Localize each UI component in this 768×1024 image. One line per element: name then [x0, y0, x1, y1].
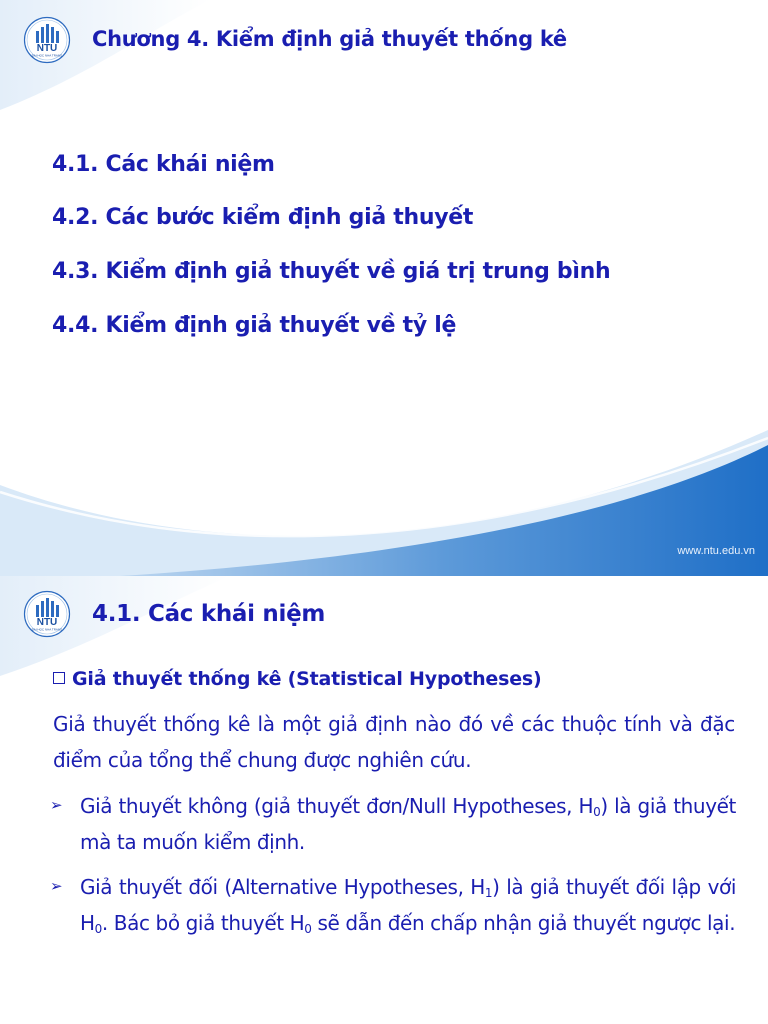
h0-subscript: 0 — [593, 805, 601, 819]
bullet1-text-b: ) là giả thuyết mà ta muốn kiểm định. — [80, 794, 736, 854]
svg-text:ĐẠI HỌC NHA TRANG: ĐẠI HỌC NHA TRANG — [31, 53, 63, 58]
arrow-bullet-icon: ➢ — [50, 877, 63, 895]
bullet2-text-b: ) là giả thuyết đối lập với H — [80, 875, 736, 935]
h0-subscript: 0 — [94, 922, 102, 936]
ntu-logo — [23, 590, 71, 638]
null-hypothesis-bullet — [80, 788, 736, 860]
ntu-logo — [23, 16, 71, 64]
definition-paragraph: Giả thuyết thống kê là một giả định nào đó về các thuộc tính và đặc điểm của tổng thể chung được nghiên cứu. — [53, 712, 735, 772]
statistical-hypotheses-heading — [53, 668, 541, 690]
toc-item-4-4: 4.4. Kiểm định giả thuyết về tỷ lệ — [52, 313, 457, 338]
toc-item-4-2: 4.2. Các bước kiểm định giả thuyết — [52, 205, 474, 230]
svg-text:NTU: NTU — [36, 43, 58, 54]
bullet2-text-c: . Bác bỏ giả thuyết H — [101, 911, 305, 935]
heading-text: Giả thuyết thống kê (Statistical Hypotheses) — [72, 668, 542, 690]
bullet2-text-d: sẽ dẫn đến chấp nhận giả thuyết ngược lại. — [311, 911, 736, 935]
svg-text:ĐẠI HỌC NHA TRANG: ĐẠI HỌC NHA TRANG — [31, 627, 63, 632]
chapter-title: Chương 4. Kiểm định giả thuyết thống kê — [92, 27, 567, 51]
h1-subscript: 1 — [484, 886, 493, 900]
bullet1-text-a: Giả thuyết không (giả thuyết đơn/Null Hypotheses, H — [80, 794, 594, 818]
bullet2-text-a: Giả thuyết đối (Alternative Hypotheses, H — [80, 875, 485, 899]
slide-concepts — [0, 576, 768, 1024]
toc-item-4-3: 4.3. Kiểm định giả thuyết về giá trị trung bình — [52, 259, 611, 284]
toc-item-4-1: 4.1. Các khái niệm — [52, 152, 275, 177]
svg-text:NTU: NTU — [36, 617, 58, 628]
arrow-bullet-icon: ➢ — [50, 796, 63, 814]
alternative-hypothesis-bullet — [80, 869, 736, 941]
checkbox-bullet-icon — [53, 672, 65, 684]
section-title: 4.1. Các khái niệm — [92, 601, 326, 627]
website-url: www.ntu.edu.vn — [677, 545, 755, 557]
h0-subscript: 0 — [304, 922, 312, 936]
